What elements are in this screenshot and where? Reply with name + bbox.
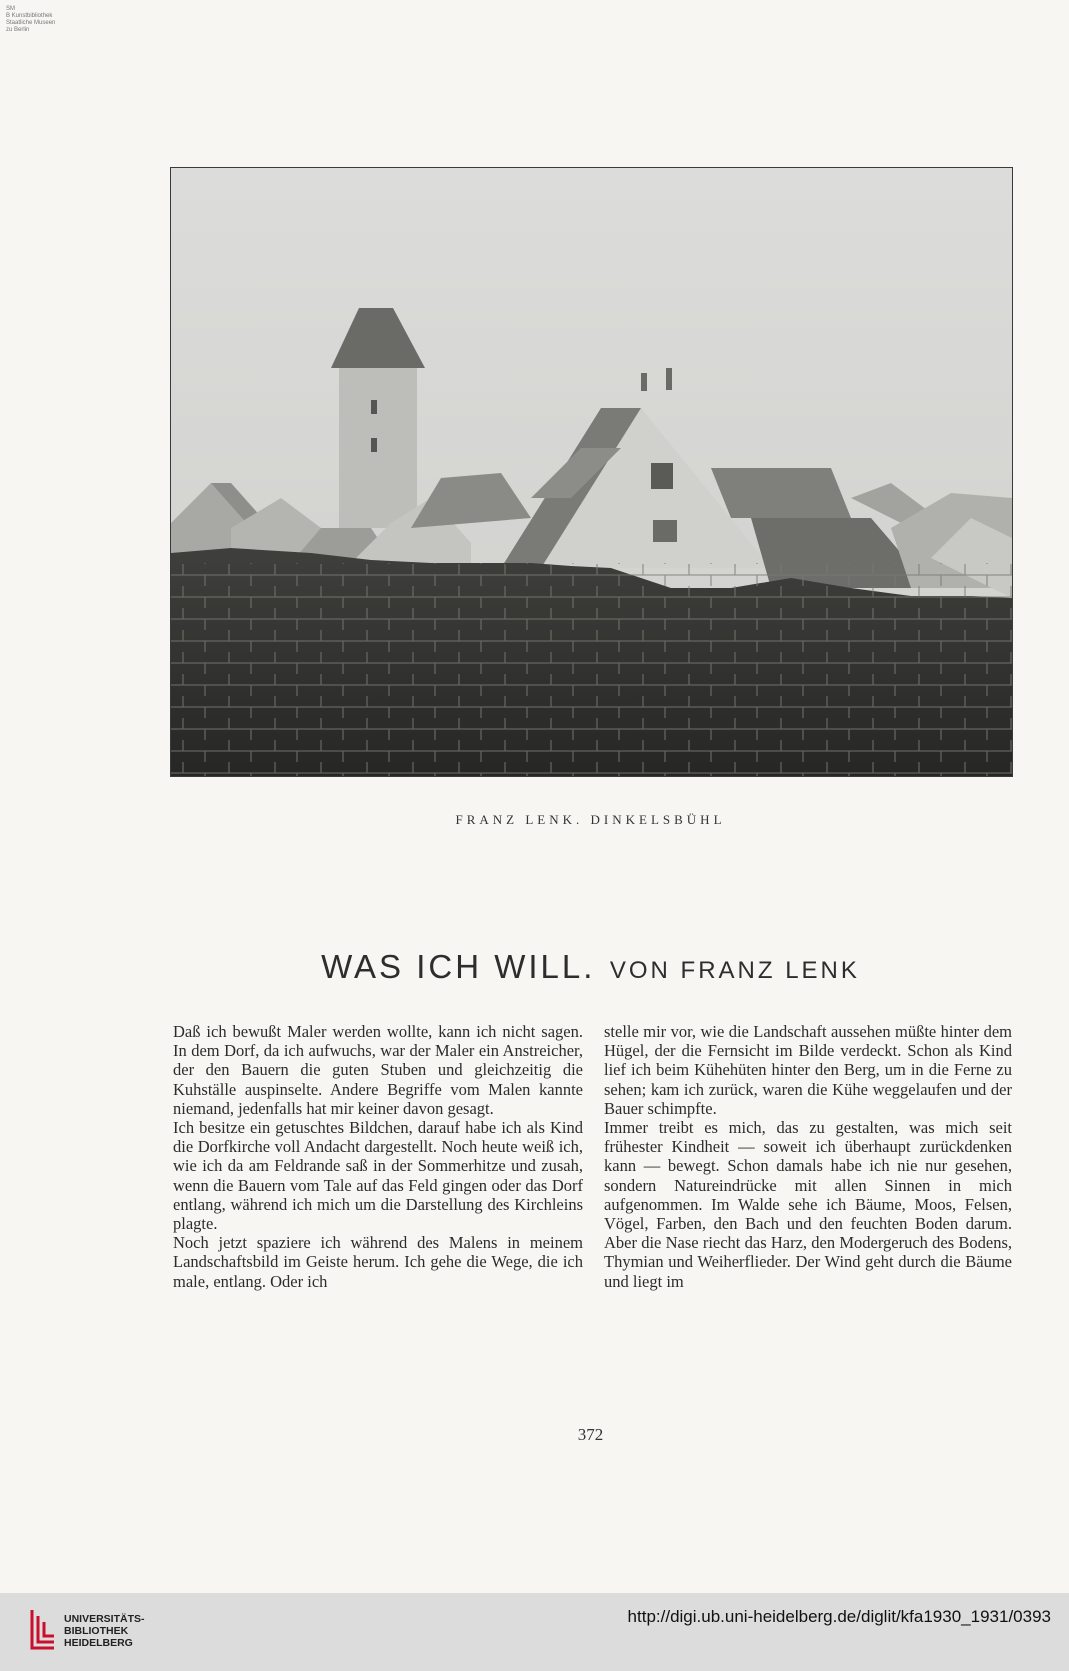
digitization-footer — [0, 1593, 1069, 1671]
stamp-line: zu Berlin — [6, 27, 30, 33]
page-number: 372 — [577, 1425, 604, 1444]
paragraph: Noch jetzt spaziere ich während des Malens in meinem Landschaftsbild im Geiste herum. Ich gehe die Wege, die ich male, entlang. Oder ich — [173, 1233, 583, 1291]
plate-caption: FRANZ LENK. DINKELSBÜHL — [455, 812, 726, 827]
paragraph: Immer treibt es mich, das zu gestalten, was mich seit frühester Kindheit — soweit ich überhaupt zurückdenken kann — bewegt. Schon damals habe ich nie nur gesehen, sondern Natureindrücke mit allen Sinnen in mich aufgenommen. Im Walde sehe ich Bäume, Moos, Felsen, Vögel, Farben, den Bach und den feuchten Boden darum. Aber die Nase riecht das Harz, den Modergeruch des Bodens, Thymian und Weiherflieder. Der Wind geht durch die Bäume und liegt im — [604, 1118, 1012, 1291]
source-url-link[interactable]: http://digi.ub.uni-heidelberg.de/diglit/kfa1930_1931/0393 — [627, 1607, 1051, 1626]
stamp-line: SM — [6, 6, 15, 12]
stamp-line: B Kunstbibliothek — [6, 13, 53, 19]
stamp-line: Staatliche Museen — [6, 20, 56, 26]
paragraph: Daß ich bewußt Maler werden wollte, kann ich nicht sagen. In dem Dorf, da ich aufwuchs, war der Maler ein Anstreicher, der den Bauern die guten Stuben und gleichzeitig die Kuhställe auspinselte. Andere Begriffe vom Malen kannte niemand, jedenfalls hat mir keiner davon gesagt. — [173, 1022, 583, 1118]
text-column-right — [604, 1022, 1012, 1291]
townscape-illustration — [171, 168, 1012, 776]
institution-name — [64, 1613, 145, 1649]
university-library-logo-icon — [26, 1604, 60, 1654]
institution-line: HEIDELBERG — [64, 1637, 133, 1649]
institution-line: UNIVERSITÄTS- — [64, 1613, 145, 1625]
article-title: WAS ICH WILL. — [321, 948, 596, 985]
institution-line: BIBLIOTHEK — [64, 1625, 129, 1637]
article-heading — [170, 948, 1011, 986]
paragraph: Ich besitze ein getuschtes Bildchen, darauf habe ich als Kind die Dorfkirche voll Andacht dargestellt. Noch heute weiß ich, wie ich da am Feldrande saß in der Sommerhitze und zusah, wenn die Bauern vom Tale auf das Feld gingen oder das Dorf entlang, während ich mich um die Darstellung des Kirchleins plagte. — [173, 1118, 583, 1234]
photo-plate-dinkelsbuehl — [170, 167, 1013, 777]
library-stamp — [6, 6, 76, 34]
text-column-left — [173, 1022, 583, 1291]
article-byline: VON FRANZ LENK — [609, 957, 860, 984]
paragraph: stelle mir vor, wie die Landschaft aussehen müßte hinter dem Hügel, der die Fernsicht im Bilde verdeckt. Schon als Kind lief ich beim Kühehüten hinter den Berg, um in die Ferne zu sehen; kam ich zurück, waren die Kühe weggelaufen und der Bauer schimpfte. — [604, 1022, 1012, 1118]
